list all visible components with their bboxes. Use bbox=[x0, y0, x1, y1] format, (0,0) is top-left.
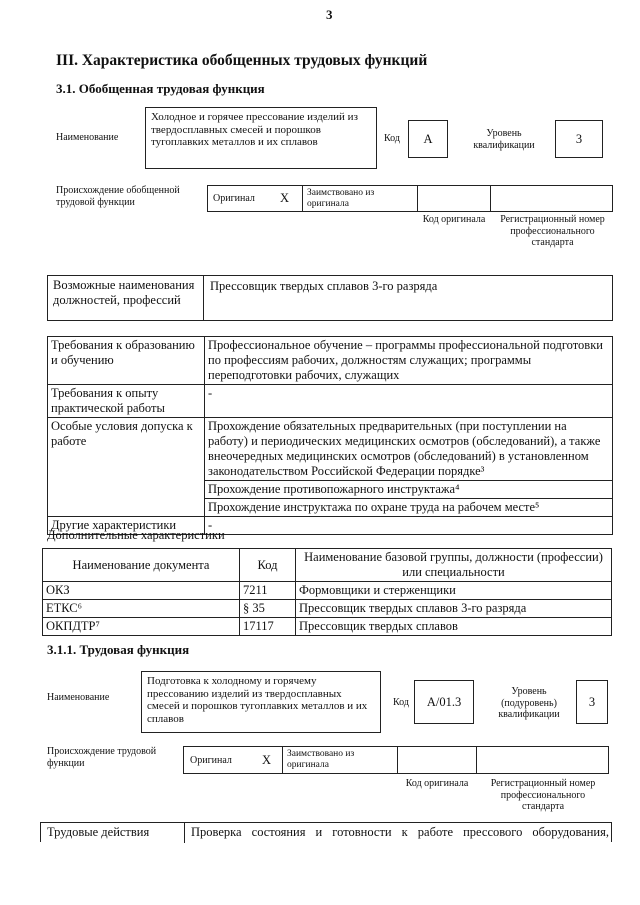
req-value: - bbox=[205, 385, 613, 418]
tf-original-mark: X bbox=[262, 753, 272, 767]
tf-original-label: Оригинал bbox=[190, 755, 232, 766]
tf-name-box bbox=[141, 671, 381, 733]
tf-reg-number-caption: Регистрационный номер профессионального стандарта bbox=[490, 778, 596, 812]
tf-name-label: Наименование bbox=[47, 692, 110, 703]
req-value: Профессиональное обучение – программы профессиональной подготовки по профессиям рабочих, должностям служащих; программы переподготовки рабочих, служащих bbox=[205, 337, 613, 385]
gtf-code-box bbox=[408, 120, 448, 158]
table-row bbox=[48, 418, 613, 481]
gtf-level-label: Уровень квалификации bbox=[473, 128, 535, 151]
req-value: Прохождение противопожарного инструктажа⁴ bbox=[205, 481, 613, 499]
gtf-level-box bbox=[555, 120, 603, 158]
positions-value: Прессовщик твердых сплавов 3-го разряда bbox=[210, 279, 438, 293]
tf-original-cell bbox=[183, 746, 283, 774]
table-cell: 7211 bbox=[240, 582, 296, 600]
table-cell: § 35 bbox=[240, 600, 296, 618]
table-cell: ОКЗ bbox=[43, 582, 240, 600]
table-row bbox=[43, 582, 612, 600]
header-cell: Код bbox=[240, 549, 296, 582]
req-label: Требования к образованию и обучению bbox=[48, 337, 205, 385]
additional-heading: Дополнительные характеристики bbox=[47, 528, 225, 542]
req-label: Требования к опыту практической работы bbox=[48, 385, 205, 418]
positions-table bbox=[47, 275, 613, 321]
requirements-table bbox=[47, 336, 613, 535]
tf-reg-number-cell bbox=[476, 746, 609, 774]
header-cell: Наименование документа bbox=[43, 549, 240, 582]
gtf-borrowed-label: Заимствовано из оригинала bbox=[307, 188, 375, 209]
additional-table bbox=[42, 548, 612, 636]
tf-original-code-cell bbox=[397, 746, 477, 774]
tf-code-value: А/01.3 bbox=[426, 695, 462, 709]
gtf-borrowed-cell bbox=[302, 185, 418, 212]
req-value: Прохождение инструктажа по охране труда на рабочем месте⁵ bbox=[205, 499, 613, 517]
tf-level-label: Уровень (подуровень) квалификации bbox=[498, 686, 560, 720]
table-row bbox=[48, 337, 613, 385]
gtf-original-code-cell bbox=[417, 185, 491, 212]
gtf-reg-number-cell bbox=[490, 185, 613, 212]
table-header-row bbox=[43, 549, 612, 582]
gtf-name-box bbox=[145, 107, 377, 169]
work-actions-table bbox=[40, 822, 612, 842]
gtf-level-value: 3 bbox=[575, 132, 583, 146]
tf-heading: 3.1.1. Трудовая функция bbox=[47, 642, 190, 657]
gtf-name-value: Холодное и горячее прессование изделий из твердосплавных смесей и порошков тугоплавких металлов и их сплавов bbox=[151, 111, 358, 149]
gtf-reg-number-caption: Регистрационный номер профессионального стандарта bbox=[500, 214, 605, 248]
tf-code-label: Код bbox=[393, 697, 409, 708]
gtf-code-label: Код bbox=[384, 133, 400, 144]
positions-label: Возможные наименования должностей, профессий bbox=[53, 278, 195, 307]
req-value: - bbox=[205, 517, 613, 535]
gtf-original-mark: X bbox=[280, 191, 290, 205]
tf-origin-label: Происхождение трудовой функции bbox=[47, 746, 157, 769]
gtf-code-value: А bbox=[423, 132, 433, 146]
tf-borrowed-label: Заимствовано из оригинала bbox=[287, 749, 355, 770]
section-title: III. Характеристика обобщенных трудовых функций bbox=[56, 52, 428, 69]
table-cell: Прессовщик твердых сплавов 3-го разряда bbox=[296, 600, 612, 618]
table-cell: ЕТКС⁶ bbox=[43, 600, 240, 618]
req-value: Прохождение обязательных предварительных (при поступлении на работу) и периодических медицинских осмотров (обследований), а также внеочередных медицинских осмотров (обследований) в установленном законодательством Российской Федерации порядке³ bbox=[205, 418, 613, 481]
table-cell: Прессовщик твердых сплавов bbox=[296, 618, 612, 636]
gtf-heading: 3.1. Обобщенная трудовая функция bbox=[56, 81, 265, 96]
gtf-original-cell bbox=[207, 185, 303, 212]
header-cell: Наименование базовой группы, должности (профессии) или специальности bbox=[296, 549, 612, 582]
page-number: 3 bbox=[326, 7, 333, 22]
req-label: Другие характеристики bbox=[48, 517, 205, 535]
table-row bbox=[43, 618, 612, 636]
table-row bbox=[43, 600, 612, 618]
tf-level-box bbox=[576, 680, 608, 724]
table-cell: ОКПДТР⁷ bbox=[43, 618, 240, 636]
work-actions-label: Трудовые действия bbox=[47, 825, 150, 839]
gtf-original-code-caption: Код оригинала bbox=[422, 214, 486, 225]
tf-name-value: Подготовка к холодному и горячему прессованию изделий из твердосплавных смесей и порошков тугоплавких металлов и их сплавов bbox=[147, 675, 368, 725]
req-label: Особые условия допуска к работе bbox=[48, 418, 205, 517]
gtf-original-label: Оригинал bbox=[213, 193, 255, 204]
tf-level-value: 3 bbox=[588, 695, 596, 709]
table-row bbox=[48, 385, 613, 418]
gtf-origin-label: Происхождение обобщенной трудовой функции bbox=[56, 185, 180, 208]
work-actions-value: Проверка состояния и готовности к работе прессового оборудования, bbox=[191, 825, 609, 839]
table-cell: Формовщики и стерженщики bbox=[296, 582, 612, 600]
tf-borrowed-cell bbox=[282, 746, 398, 774]
tf-code-box bbox=[414, 680, 474, 724]
table-cell: 17117 bbox=[240, 618, 296, 636]
tf-original-code-caption: Код оригинала bbox=[405, 778, 469, 789]
gtf-name-label: Наименование bbox=[56, 132, 119, 143]
